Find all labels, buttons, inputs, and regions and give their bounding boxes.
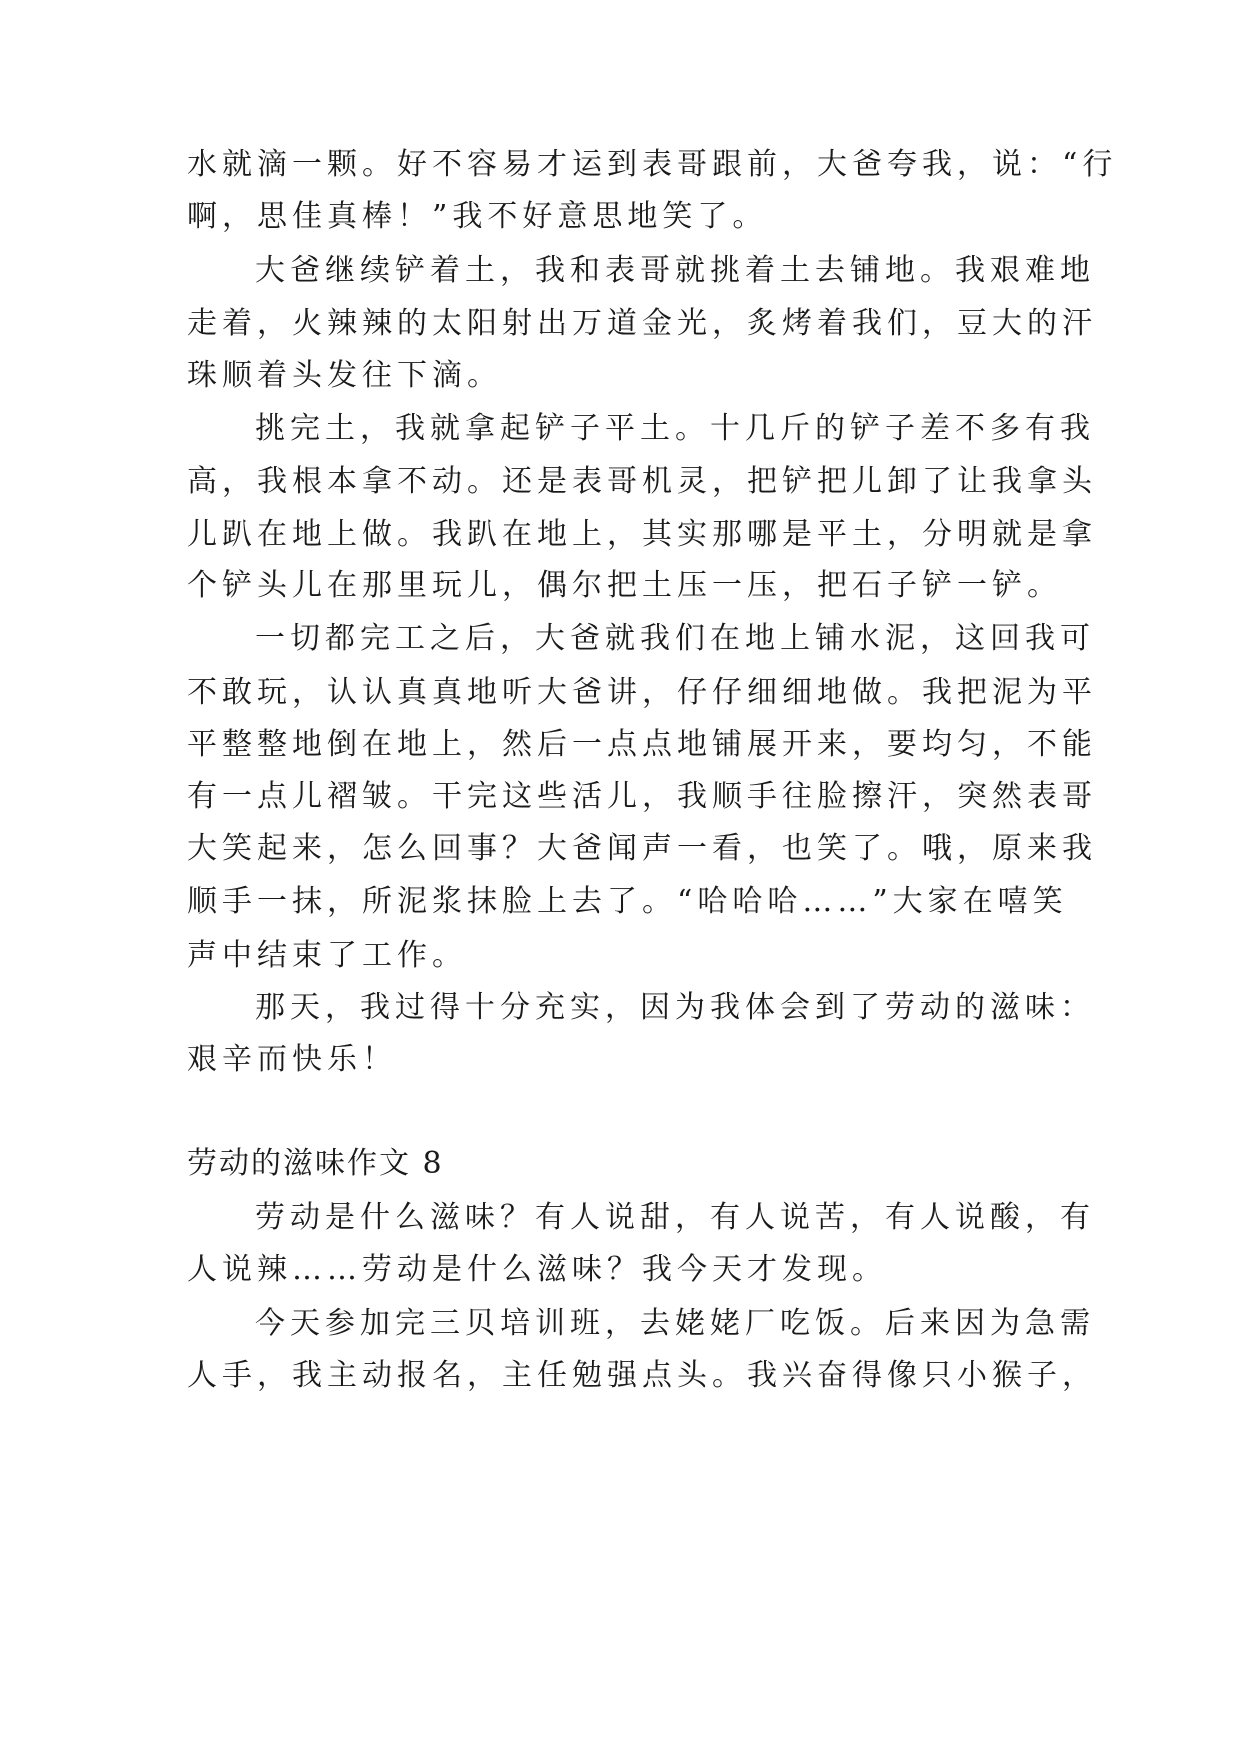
paragraph-line: 儿趴在地上做。我趴在地上，其实那哪是平土，分明就是拿 bbox=[187, 517, 1097, 552]
paragraph-line: 水就滴一颗。好不容易才运到表哥跟前，大爸夸我，说：“行 bbox=[187, 147, 1118, 182]
paragraph-line: 挑完土，我就拿起铲子平土。十几斤的铲子差不多有我 bbox=[255, 411, 1095, 446]
paragraph-line: 平整整地倒在地上，然后一点点地铺展开来，要均匀，不能 bbox=[187, 727, 1097, 762]
paragraph-line: 劳动是什么滋味？有人说甜，有人说苦，有人说酸，有 bbox=[255, 1200, 1095, 1235]
paragraph-line: 人手，我主动报名，主任勉强点头。我兴奋得像只小猴子， bbox=[187, 1358, 1097, 1393]
section-heading: 劳动的滋味作文 8 bbox=[187, 1146, 444, 1181]
paragraph-line: 那天，我过得十分充实，因为我体会到了劳动的滋味： bbox=[255, 990, 1095, 1025]
paragraph-line: 顺手一抹，所泥浆抹脸上去了。“哈哈哈……”大家在嘻笑 bbox=[187, 884, 1068, 919]
paragraph-line: 不敢玩，认认真真地听大爸讲，仔仔细细地做。我把泥为平 bbox=[187, 675, 1097, 710]
paragraph-line: 大爸继续铲着土，我和表哥就挑着土去铺地。我艰难地 bbox=[255, 253, 1095, 288]
paragraph-line: 有一点儿褶皱。干完这些活儿，我顺手往脸擦汗，突然表哥 bbox=[187, 779, 1097, 814]
paragraph-line: 大笑起来，怎么回事？大爸闻声一看，也笑了。哦，原来我 bbox=[187, 831, 1097, 866]
paragraph-line: 珠顺着头发往下滴。 bbox=[187, 358, 502, 393]
paragraph-line: 人说辣……劳动是什么滋味？我今天才发现。 bbox=[187, 1252, 887, 1287]
paragraph-line: 高，我根本拿不动。还是表哥机灵，把铲把儿卸了让我拿头 bbox=[187, 464, 1097, 499]
paragraph-line: 啊，思佳真棒！”我不好意思地笑了。 bbox=[187, 199, 768, 234]
paragraph-line: 今天参加完三贝培训班，去姥姥厂吃饭。后来因为急需 bbox=[255, 1306, 1095, 1341]
paragraph-line: 个铲头儿在那里玩儿，偶尔把土压一压，把石子铲一铲。 bbox=[187, 568, 1062, 603]
paragraph-line: 艰辛而快乐！ bbox=[187, 1042, 397, 1077]
paragraph-line: 一切都完工之后，大爸就我们在地上铺水泥，这回我可 bbox=[255, 621, 1095, 656]
paragraph-line: 走着，火辣辣的太阳射出万道金光，炙烤着我们，豆大的汗 bbox=[187, 306, 1097, 341]
paragraph-line: 声中结束了工作。 bbox=[187, 938, 467, 973]
